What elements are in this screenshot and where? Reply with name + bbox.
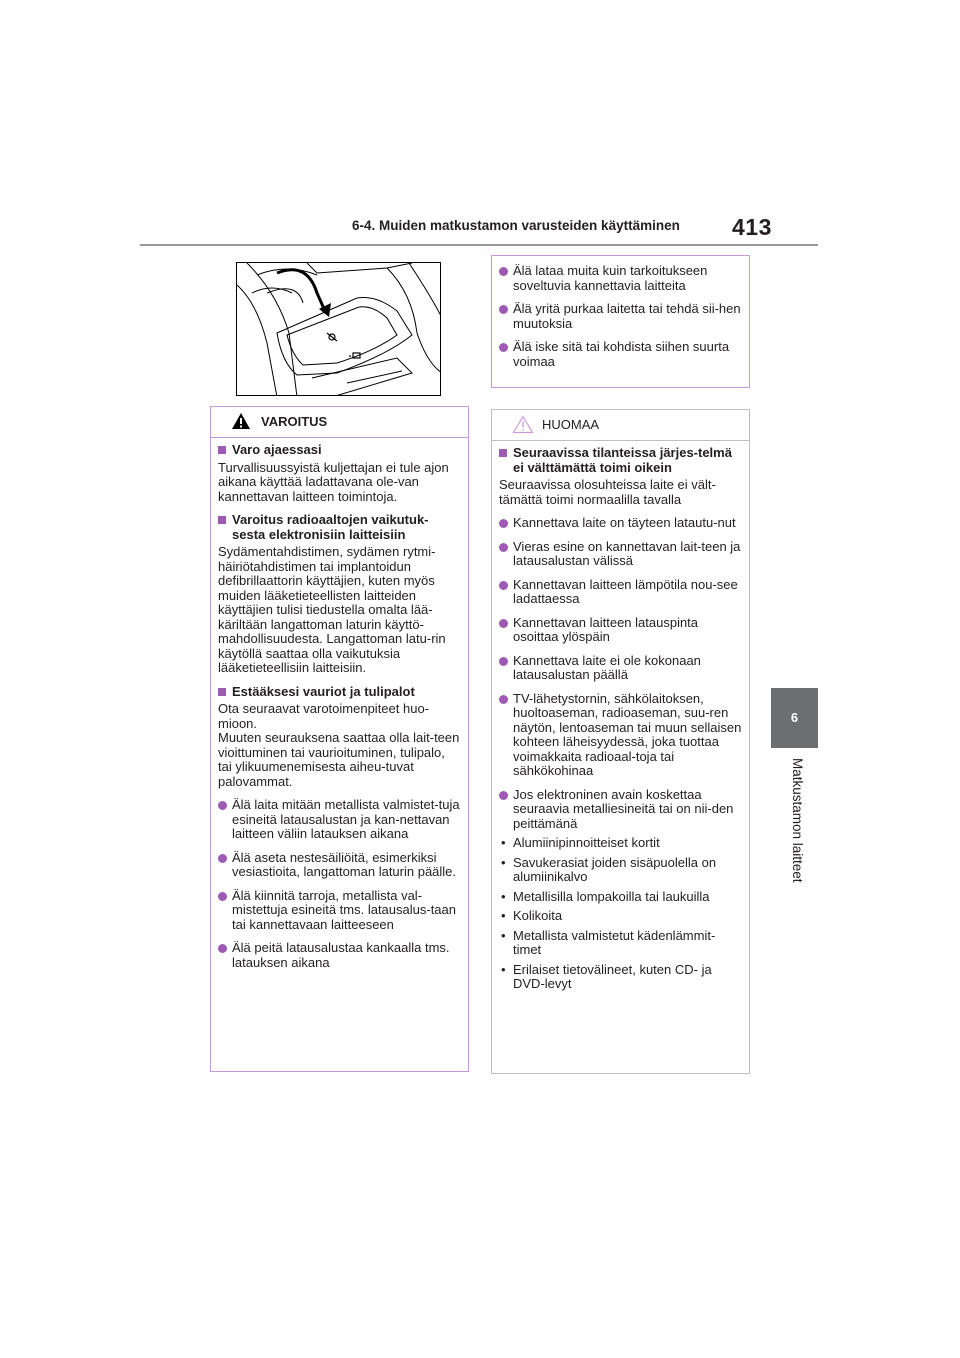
sub-list-item: • Metallisilla lompakoilla tai laukuilla bbox=[501, 888, 710, 904]
warning-paragraph: Turvallisuussyistä kuljettajan ei tule ajon aikana käyttää ladattavana ole-van kannettavan laitteen toimintoja. bbox=[218, 459, 449, 504]
sub-list-item: • Alumiinipinnoitteiset kortit bbox=[501, 835, 660, 850]
list-item: Vieras esine on kannettavan lait-teen ja latausalustan välissä bbox=[499, 540, 742, 569]
list-item: Kannettava laite on täyteen latautu-nut bbox=[499, 516, 742, 531]
sub-list-item: • Erilaiset tietovälineet, kuten CD- ja DVD-levyt bbox=[501, 961, 712, 991]
square-bullet-icon bbox=[218, 516, 226, 524]
round-bullet-icon bbox=[499, 305, 508, 314]
round-bullet-icon bbox=[499, 343, 508, 352]
notice-box bbox=[491, 409, 750, 1074]
notice-box-header bbox=[492, 410, 749, 441]
notice-title: HUOMAA bbox=[542, 417, 600, 432]
page-number: 413 bbox=[732, 214, 772, 240]
notice-content bbox=[492, 441, 749, 992]
notice-heading: Seuraavissa tilanteissa järjes-telmä ei välttämättä toimi oikein bbox=[499, 446, 742, 475]
warning-heading: Estääksesi vauriot ja tulipalot bbox=[218, 685, 461, 700]
list-item: Älä laita mitään metallista valmistet-tuja esineitä latausalustan ja kan-nettavan laitteen väliin latauksen aikana bbox=[218, 798, 461, 842]
round-bullet-icon bbox=[218, 801, 227, 810]
chapter-tab bbox=[771, 688, 818, 748]
list-item: Älä lataa muita kuin tarkoitukseen soveltuvia kannettavia laitteita bbox=[499, 264, 742, 293]
list-item: Älä aseta nestesäiliöitä, esimerkiksi vesiastioita, langattoman laturin päälle. bbox=[218, 851, 461, 880]
warning-paragraph: Sydämentahdistimen, sydämen rytmi-häiriötahdistimen tai implantoidun defibrillaattorin käyttäjien, kuten myös muiden lääketieteellisten laitteiden käyttäjien tulisi tiedustella omalta lää-käriltään langattoman laturin käyttö-mahdollisuudesta. Langattoman latu-rin käytöllä saattaa olla vaikutuksia lääketieteellisiin laitteisiin. bbox=[218, 544, 446, 675]
warning-continued-content bbox=[492, 256, 749, 369]
caution-triangle-icon bbox=[512, 415, 534, 434]
warning-box-header bbox=[211, 407, 468, 438]
warning-heading: Varoitus radioaaltojen vaikutuk-sesta elektronisiin laitteisiin bbox=[218, 513, 461, 542]
warning-content bbox=[211, 438, 468, 970]
warning-paragraph: Muuten seurauksena saattaa olla lait-teen vioittuminen tai vaurioituminen, tulipalo, tai ylikuumenemisesta aiheu-tuvat palovammat. bbox=[218, 730, 460, 789]
round-bullet-icon bbox=[218, 892, 227, 901]
warning-box bbox=[210, 406, 469, 1072]
list-item: Kannettavan laitteen lämpötila nou-see ladattaessa bbox=[499, 578, 742, 607]
warning-title: VAROITUS bbox=[261, 414, 328, 429]
sub-list-item: • Savukerasiat joiden sisäpuolella on alumiinikalvo bbox=[501, 854, 717, 884]
list-item: Älä peitä latausalustaa kankaalla tms. latauksen aikana bbox=[218, 941, 461, 970]
round-bullet-icon bbox=[499, 267, 508, 276]
round-bullet-icon bbox=[499, 581, 508, 590]
sub-list-item: • Metallista valmistetut kädenlämmit-timet bbox=[501, 927, 716, 957]
warning-continued-box bbox=[491, 255, 750, 388]
chapter-number: 6 bbox=[790, 710, 799, 725]
square-bullet-icon bbox=[218, 688, 226, 696]
round-bullet-icon bbox=[499, 543, 508, 552]
round-bullet-icon bbox=[499, 519, 508, 528]
list-item: Älä kiinnitä tarroja, metallista val-mistettuja esineitä tms. latausalus-taan tai kannettavaan laitteeseen bbox=[218, 889, 461, 933]
warning-paragraph: Ota seuraavat varotoimenpiteet huo-mioon. bbox=[218, 701, 430, 731]
round-bullet-icon bbox=[218, 944, 227, 953]
header-divider bbox=[140, 244, 818, 246]
notice-intro: Seuraavissa olosuhteissa laite ei vält-tämättä toimi normaalilla tavalla bbox=[499, 477, 716, 507]
list-item: Kannettava laite ei ole kokonaan latausalustan päällä bbox=[499, 654, 742, 683]
list-item: Älä iske sitä tai kohdista siihen suurta voimaa bbox=[499, 340, 742, 369]
warning-triangle-icon bbox=[231, 412, 251, 430]
round-bullet-icon bbox=[499, 695, 508, 704]
section-title: 6-4. Muiden matkustamon varusteiden käyttäminen bbox=[352, 218, 680, 233]
chapter-label: Matkustamon laitteet bbox=[790, 758, 805, 883]
list-item: Kannettavan laitteen latauspinta osoittaa ylöspäin bbox=[499, 616, 742, 645]
square-bullet-icon bbox=[218, 446, 226, 454]
list-item: Jos elektroninen avain koskettaa seuraavia metalliesineitä tai on nii-den peittämänä bbox=[499, 788, 742, 832]
round-bullet-icon bbox=[499, 619, 508, 628]
round-bullet-icon bbox=[499, 657, 508, 666]
sub-list-item: • Kolikoita bbox=[501, 908, 563, 923]
wireless-charger-drawing bbox=[237, 263, 441, 396]
wireless-charger-illustration bbox=[236, 262, 441, 396]
round-bullet-icon bbox=[218, 854, 227, 863]
round-bullet-icon bbox=[499, 791, 508, 800]
square-bullet-icon bbox=[499, 449, 507, 457]
warning-heading: Varo ajaessasi bbox=[218, 443, 461, 458]
list-item: TV-lähetystornin, sähkölaitoksen, huoltoaseman, radioaseman, suu-ren näytön, lentoaseman tai muun sellaisen kohteen läheisyydessä, joka tuottaa voimakkaita radioaal-toja tai sähkökohinaa bbox=[499, 692, 742, 779]
list-item: Älä yritä purkaa laitetta tai tehdä sii-hen muutoksia bbox=[499, 302, 742, 331]
